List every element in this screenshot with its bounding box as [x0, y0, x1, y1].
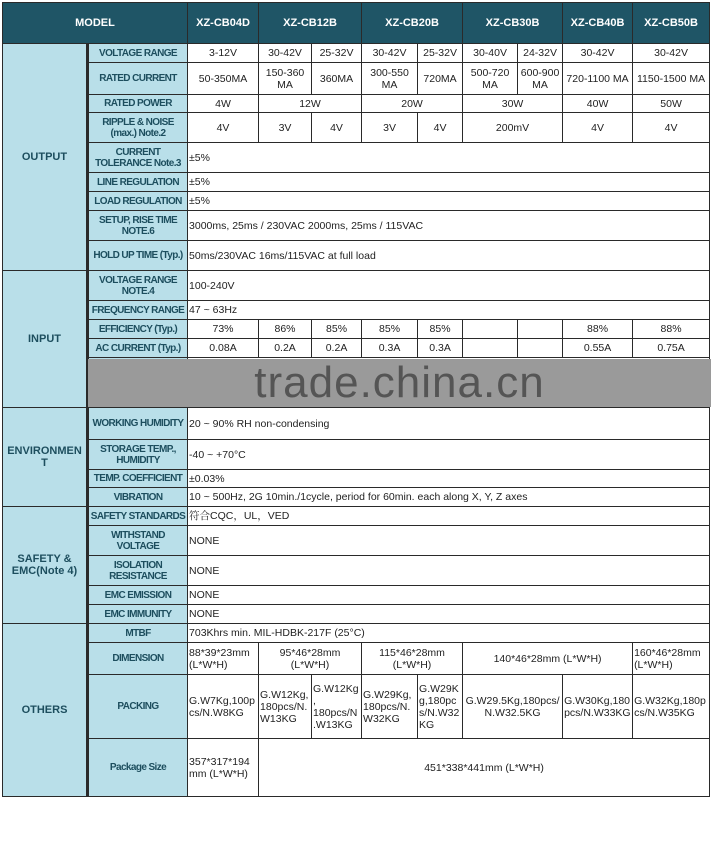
value-cell: 73%	[188, 320, 259, 339]
table-row	[3, 440, 710, 470]
value-cell	[518, 339, 563, 358]
row-label: RATED POWER	[88, 95, 188, 113]
table-row	[3, 63, 710, 95]
value-cell: 4W	[188, 95, 259, 113]
table-row	[3, 408, 710, 440]
value-cell: 12W	[259, 95, 362, 113]
value-cell: 88%	[563, 320, 633, 339]
value-cell: 3-12V	[188, 44, 259, 63]
watermark-band	[88, 359, 711, 407]
row-label: VOLTAGE RANGE	[88, 44, 188, 63]
value-cell: 703Khrs min. MIL-HDBK-217F (25°C)	[188, 624, 710, 643]
value-cell: 50-350MA	[188, 63, 259, 95]
row-label: SAFETY STANDARDS	[88, 507, 188, 526]
row-label: EMC IMMUNITY	[88, 605, 188, 624]
row-label: EFFICIENCY (Typ.)	[88, 320, 188, 339]
value-cell: 4V	[188, 113, 259, 143]
table-row	[3, 739, 710, 797]
table-row	[3, 301, 710, 320]
value-cell: NONE	[188, 586, 710, 605]
model-name: XZ-CB50B	[633, 3, 710, 44]
section-label: INPUT	[3, 271, 88, 408]
value-cell: NONE	[188, 556, 710, 586]
model-name: XZ-CB12B	[259, 3, 362, 44]
model-name: XZ-CB30B	[463, 3, 563, 44]
section-label: ENVIRONMENT	[3, 408, 88, 507]
section-label: SAFETY & EMC(Note 4)	[3, 507, 88, 624]
row-label: RATED CURRENT	[88, 63, 188, 95]
value-cell: 30-40V	[463, 44, 518, 63]
row-label: LINE REGULATION	[88, 173, 188, 192]
value-cell: 100-240V	[188, 271, 710, 301]
value-cell: 4V	[418, 113, 463, 143]
value-cell: 50ms/230VAC 16ms/115VAC at full load	[188, 241, 710, 271]
value-cell: 88*39*23mm (L*W*H)	[188, 643, 259, 675]
value-cell: 88%	[633, 320, 710, 339]
model-header: MODEL	[3, 3, 188, 44]
value-cell: ±5%	[188, 173, 710, 192]
row-label: ISOLATION RESISTANCE	[88, 556, 188, 586]
row-label: LOAD REGULATION	[88, 192, 188, 211]
value-cell: 符合CQC，UL，VED	[188, 507, 710, 526]
value-cell: 3000ms, 25ms / 230VAC 2000ms, 25ms / 115VAC	[188, 211, 710, 241]
value-cell: 1150-1500 MA	[633, 63, 710, 95]
value-cell: 40W	[563, 95, 633, 113]
table-row	[3, 556, 710, 586]
table-row	[3, 339, 710, 358]
value-cell: 50W	[633, 95, 710, 113]
value-cell: G.W29.5Kg,180pcs/N.W32.5KG	[463, 675, 563, 739]
row-label: WITHSTAND VOLTAGE	[88, 526, 188, 556]
value-cell: 300-550 MA	[362, 63, 418, 95]
value-cell: 0.2A	[312, 339, 362, 358]
row-label: VIBRATION	[88, 488, 188, 507]
value-cell: 357*317*194 mm (L*W*H)	[188, 739, 259, 797]
table-row	[3, 470, 710, 488]
row-label: AC CURRENT (Typ.)	[88, 339, 188, 358]
section-label: OTHERS	[3, 624, 88, 797]
value-cell: 3V	[362, 113, 418, 143]
value-cell: NONE	[188, 605, 710, 624]
value-cell: 30W	[463, 95, 563, 113]
model-name: XZ-CB20B	[362, 3, 463, 44]
table-row	[3, 624, 710, 643]
table-row	[3, 95, 710, 113]
value-cell: 720-1100 MA	[563, 63, 633, 95]
value-cell: 30-42V	[563, 44, 633, 63]
value-cell: 4V	[563, 113, 633, 143]
value-cell: 0.3A	[362, 339, 418, 358]
table-row	[3, 488, 710, 507]
value-cell	[518, 320, 563, 339]
table-row	[3, 44, 710, 63]
row-label: MTBF	[88, 624, 188, 643]
row-label: PACKING	[88, 675, 188, 739]
value-cell: G.W7Kg,100pcs/N.W8KG	[188, 675, 259, 739]
value-cell: NONE	[188, 526, 710, 556]
row-label: VOLTAGE RANGE NOTE.4	[88, 271, 188, 301]
row-label: STORAGE TEMP., HUMIDITY	[88, 440, 188, 470]
value-cell: G.W30Kg,180pcs/N.W33KG	[563, 675, 633, 739]
row-label: RIPPLE & NOISE (max.) Note.2	[88, 113, 188, 143]
value-cell: 30-42V	[633, 44, 710, 63]
table-row	[3, 241, 710, 271]
value-cell: 20W	[362, 95, 463, 113]
model-name: XZ-CB40B	[563, 3, 633, 44]
value-cell: 0.3A	[418, 339, 463, 358]
table-row	[3, 320, 710, 339]
watermark-logo: trade.china.cn	[254, 358, 545, 407]
row-label: HOLD UP TIME (Typ.)	[88, 241, 188, 271]
value-cell: G.W12Kg, 180pcs/N.W13KG	[312, 675, 362, 739]
table-row	[3, 605, 710, 624]
value-cell: 25-32V	[312, 44, 362, 63]
value-cell: 360MA	[312, 63, 362, 95]
value-cell: 30-42V	[259, 44, 312, 63]
value-cell: 500-720 MA	[463, 63, 518, 95]
value-cell	[463, 320, 518, 339]
row-label: FREQUENCY RANGE	[88, 301, 188, 320]
row-label: WORKING HUMIDITY	[88, 408, 188, 440]
value-cell: 720MA	[418, 63, 463, 95]
value-cell: 47 ~ 63Hz	[188, 301, 710, 320]
value-cell: 4V	[633, 113, 710, 143]
value-cell: 30-42V	[362, 44, 418, 63]
value-cell: 24-32V	[518, 44, 563, 63]
value-cell: ±5%	[188, 192, 710, 211]
value-cell: 4V	[312, 113, 362, 143]
section-label: OUTPUT	[3, 44, 88, 271]
table-row	[3, 271, 710, 301]
value-cell: 0.2A	[259, 339, 312, 358]
value-cell: 600-900 MA	[518, 63, 563, 95]
row-label: DIMENSION	[88, 643, 188, 675]
row-label: TEMP. COEFFICIENT	[88, 470, 188, 488]
value-cell: -40 ~ +70°C	[188, 440, 710, 470]
row-label: Package Size	[88, 739, 188, 797]
table-row	[3, 173, 710, 192]
table-row	[3, 113, 710, 143]
table-row	[3, 192, 710, 211]
header-row	[3, 3, 710, 44]
value-cell: 0.08A	[188, 339, 259, 358]
value-cell: 85%	[312, 320, 362, 339]
value-cell: 160*46*28mm (L*W*H)	[633, 643, 710, 675]
model-name: XZ-CB04D	[188, 3, 259, 44]
table-row	[3, 143, 710, 173]
value-cell: 115*46*28mm (L*W*H)	[362, 643, 463, 675]
value-cell: G.W32Kg,180pcs/N.W35KG	[633, 675, 710, 739]
value-cell: G.W29Kg,180pcs/N.W32KG	[418, 675, 463, 739]
table-row	[3, 675, 710, 739]
value-cell	[463, 339, 518, 358]
value-cell: 95*46*28mm (L*W*H)	[259, 643, 362, 675]
value-cell: 10 ~ 500Hz, 2G 10min./1cycle, period for 60min. each along X, Y, Z axes	[188, 488, 710, 507]
value-cell: 451*338*441mm (L*W*H)	[259, 739, 710, 797]
table-row	[3, 643, 710, 675]
value-cell: ±0.03%	[188, 470, 710, 488]
value-cell: 140*46*28mm (L*W*H)	[463, 643, 633, 675]
value-cell: 3V	[259, 113, 312, 143]
value-cell: 25-32V	[418, 44, 463, 63]
row-label: EMC EMISSION	[88, 586, 188, 605]
value-cell: 85%	[418, 320, 463, 339]
value-cell: 20 ~ 90% RH non-condensing	[188, 408, 710, 440]
row-label: SETUP, RISE TIME NOTE.6	[88, 211, 188, 241]
value-cell: 85%	[362, 320, 418, 339]
table-row	[3, 507, 710, 526]
spec-sheet	[0, 2, 711, 797]
value-cell: 150-360 MA	[259, 63, 312, 95]
row-label: CURRENT TOLERANCE Note.3	[88, 143, 188, 173]
value-cell: G.W29Kg,180pcs/N.W32KG	[362, 675, 418, 739]
value-cell: 0.75A	[633, 339, 710, 358]
value-cell: 200mV	[463, 113, 563, 143]
table-row	[3, 526, 710, 556]
value-cell: ±5%	[188, 143, 710, 173]
table-row	[3, 586, 710, 605]
value-cell: G.W12Kg, 180pcs/N.W13KG	[259, 675, 312, 739]
value-cell: 86%	[259, 320, 312, 339]
value-cell: 0.55A	[563, 339, 633, 358]
table-row	[3, 211, 710, 241]
